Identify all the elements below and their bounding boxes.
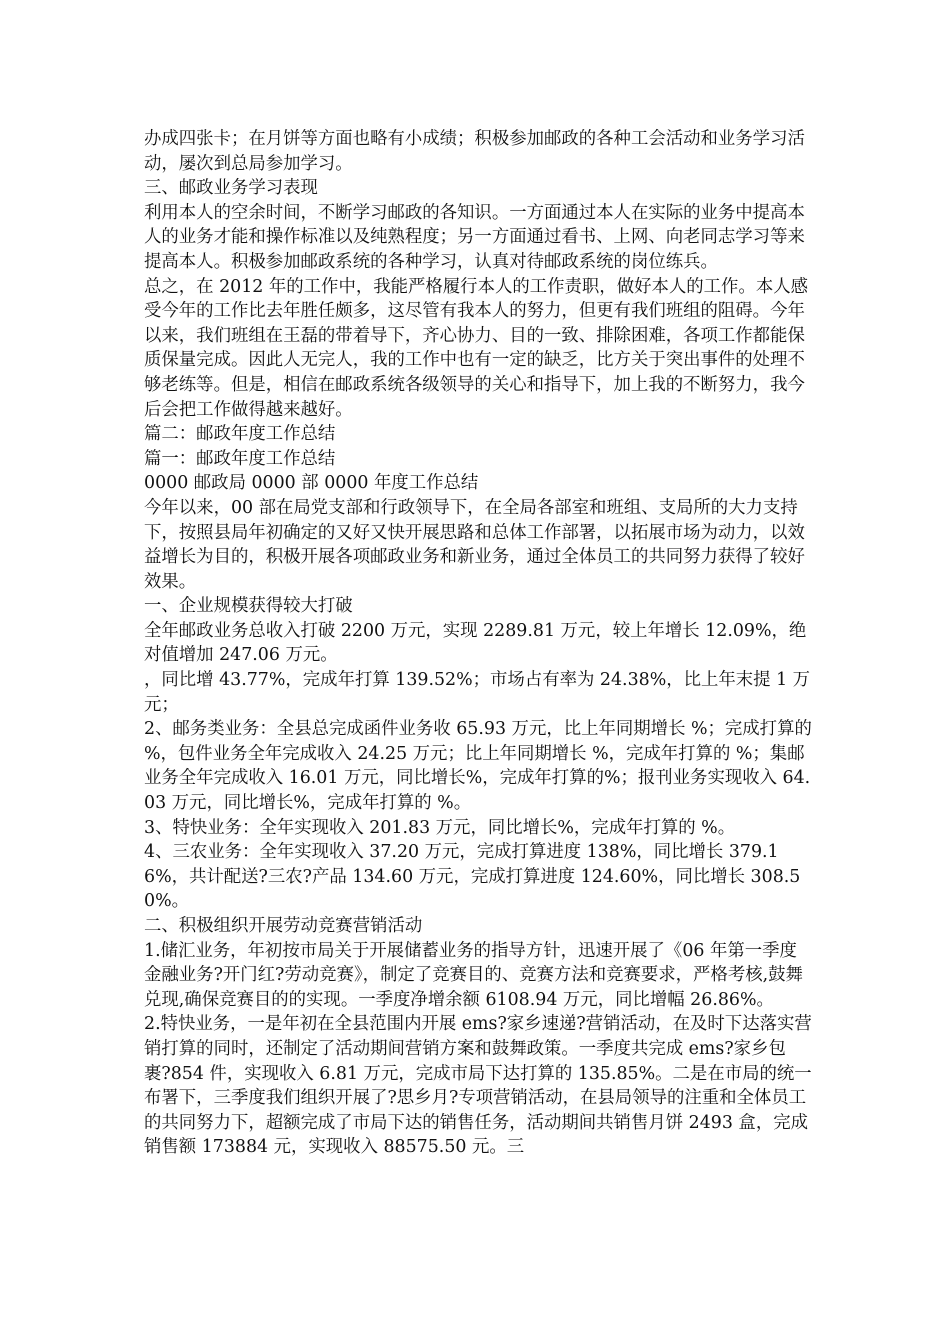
paragraph-mail-business: 2、邮务类业务：全县总完成函件业务收 65.93 万元，比上年同期增长 %；完成打算的 %，包件业务全年完成收入 24.25 万元；比上年同期增长 %，完成年打算的 %；集邮业务全年完成收入 16.01 万元，同比增长%，完成年打算的%；报刊业务实现收入 64.03 万元，同比增长%，完成年打算的 %。 [144, 719, 812, 814]
section-heading-study: 三、邮政业务学习表现 [144, 178, 318, 199]
section-heading-competition: 二、积极组织开展劳动竞赛营销活动 [144, 916, 423, 936]
section-heading-scale: 一、企业规模获得较大打破 [144, 596, 353, 617]
paragraph-card-activities: 办成四张卡；在月饼等方面也略有小成绩；积极参加邮政的各种工会活动和业务学习活动，屡次到总局参加学习。 [144, 129, 805, 174]
paragraph-conclusion: 总之，在 2012 年的工作中，我能严格履行本人的工作责职，做好本人的工作。本人感受今年的工作比去年胜任颇多，这尽管有我本人的努力，但更有我们班组的阻碍。今年以来，我们班组在王磊的带着导下，齐心协力、目的一致、排除困难，各项工作都能保质保量完成。因此人无完人，我的工作中也有一定的缺乏，比方关于突出事件的处理不够老练等。但是，相信在邮政系统各级领导的关心和指导下，加上我的不断努力，我今后会把工作做得越来越好。 [144, 276, 808, 420]
paragraph-rural-business: 4、三农业务：全年实现收入 37.20 万元，完成打算进度 138%，同比增长 379.16%，共计配送?三农?产品 134.60 万元，完成打算进度 124.60%，同比增长 308.50%。 [144, 842, 801, 912]
paragraph-market-share: ，同比增 43.77%，完成年打算 139.52%；市场占有率为 24.38%，比上年末提 1 万元； [144, 670, 811, 715]
document-body [144, 127, 812, 1160]
article-heading-part-one: 篇一：邮政年度工作总结 [144, 448, 336, 469]
article-heading-part-two: 篇二：邮政年度工作总结 [144, 424, 336, 445]
paragraph-savings: 1.储汇业务，年初按市局关于开展储蓄业务的指导方针，迅速开展了《06 年第一季度金融业务?开门红?劳动竞赛》，制定了竞赛目的、竞赛方法和竞赛要求，严格考核,鼓舞兑现,确保竞赛目的的实现。一季度净增余额 6108.94 万元，同比增幅 26.86%。 [144, 940, 803, 1010]
paragraph-total-revenue: 全年邮政业务总收入打破 2200 万元，实现 2289.81 万元，较上年增长 12.09%，绝对值增加 247.06 万元。 [144, 620, 807, 666]
paragraph-intro: 今年以来，00 部在局党支部和行政领导下，在全局各部室和班组、支局所的大力支持下，按照县局年初确定的又好又快开展思路和总体工作部署，以拓展市场为动力，以效益增长为目的，积极开展各项邮政业务和新业务，通过全体员工的共同努力获得了较好效果。 [144, 497, 805, 592]
paragraph-express-campaign: 2.特快业务，一是年初在全县范围内开展 ems?家乡速递?营销活动，在及时下达落实营销打算的同时，还制定了活动期间营销方案和鼓舞政策。一季度共完成 ems?家乡包裹?854 件，实现收入 6.81 万元，完成市局下达打算的 135.85%。二是在市局的统一布署下，三季度我们组织开展了?思乡月?专项营销活动，在县局领导的注重和全体员工的共同努力下，超额完成了市局下达的销售任务，活动期间共销售月饼 2493 盒，完成销售额 173884 元，实现收入 88575.50 元。三 [144, 1014, 812, 1158]
report-title: 0000 邮政局 0000 部 0000 年度工作总结 [144, 473, 479, 494]
paragraph-study: 利用本人的空余时间，不断学习邮政的各知识。一方面通过本人在实际的业务中提高本人的业务才能和操作标准以及纯熟程度；另一方面通过看书、上网、向老同志学习等来提高本人。积极参加邮政系统的各种学习，认真对待邮政系统的岗位练兵。 [144, 202, 805, 272]
paragraph-express-business: 3、特快业务：全年实现收入 201.83 万元，同比增长%，完成年打算的 %。 [144, 817, 736, 838]
